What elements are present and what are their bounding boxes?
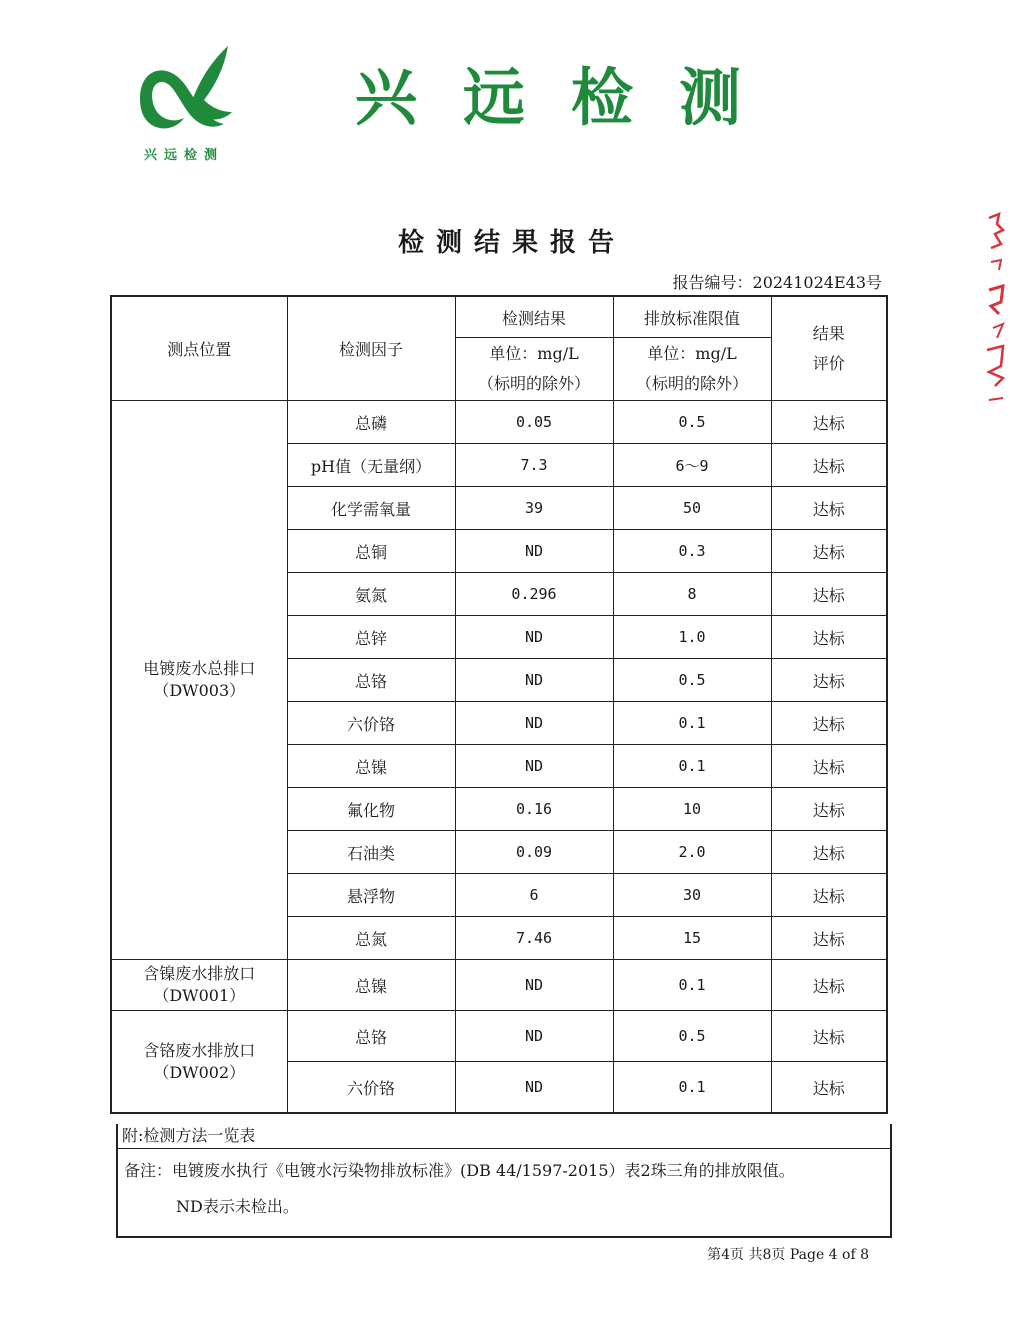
- evaluation-cell: 达标: [771, 616, 887, 659]
- result-cell: 6: [455, 874, 613, 917]
- result-cell: ND: [455, 960, 613, 1011]
- factor-cell: 六价铬: [287, 1062, 455, 1114]
- header-result: 检测结果: [455, 296, 613, 338]
- limit-cell: 0.1: [613, 960, 771, 1011]
- evaluation-cell: 达标: [771, 659, 887, 702]
- factor-cell: 化学需氧量: [287, 487, 455, 530]
- header-result-unit: 单位：mg/L （标明的除外）: [455, 338, 613, 401]
- evaluation-cell: 达标: [771, 1062, 887, 1114]
- factor-cell: 总铬: [287, 659, 455, 702]
- header-factor: 检测因子: [287, 296, 455, 401]
- factor-cell: 六价铬: [287, 702, 455, 745]
- result-cell: ND: [455, 702, 613, 745]
- table-row: [111, 960, 887, 1011]
- limit-cell: 10: [613, 788, 771, 831]
- limit-cell: 6～9: [613, 444, 771, 487]
- location-cell: 含铬废水排放口 （DW002）: [111, 1011, 287, 1114]
- company-name: 兴远检测: [355, 61, 788, 134]
- result-cell: 0.05: [455, 401, 613, 444]
- limit-cell: 0.1: [613, 702, 771, 745]
- report-number: 报告编号：20241024E43号: [672, 273, 882, 292]
- limit-cell: 50: [613, 487, 771, 530]
- result-cell: ND: [455, 745, 613, 788]
- limit-cell: 8: [613, 573, 771, 616]
- factor-cell: 石油类: [287, 831, 455, 874]
- result-cell: 39: [455, 487, 613, 530]
- factor-cell: 总锌: [287, 616, 455, 659]
- limit-cell: 0.1: [613, 1062, 771, 1114]
- evaluation-cell: 达标: [771, 917, 887, 960]
- evaluation-cell: 达标: [771, 745, 887, 788]
- factor-cell: 总铬: [287, 1011, 455, 1062]
- evaluation-cell: 达标: [771, 530, 887, 573]
- result-cell: 0.296: [455, 573, 613, 616]
- limit-cell: 0.5: [613, 659, 771, 702]
- result-cell: 0.09: [455, 831, 613, 874]
- factor-cell: 总铜: [287, 530, 455, 573]
- limit-cell: 0.1: [613, 745, 771, 788]
- location-cell: 电镀废水总排口 （DW003）: [111, 401, 287, 960]
- factor-cell: 总镍: [287, 960, 455, 1011]
- red-stamp-fragment: [985, 210, 1007, 405]
- evaluation-cell: 达标: [771, 874, 887, 917]
- company-logo: [128, 38, 240, 168]
- limit-cell: 15: [613, 917, 771, 960]
- header-evaluation: 结果 评价: [771, 296, 887, 401]
- table-row: [111, 401, 887, 444]
- results-table: [110, 295, 888, 1114]
- factor-cell: 悬浮物: [287, 874, 455, 917]
- result-cell: ND: [455, 616, 613, 659]
- limit-cell: 1.0: [613, 616, 771, 659]
- evaluation-cell: 达标: [771, 831, 887, 874]
- header-limit-unit: 单位：mg/L （标明的除外）: [613, 338, 771, 401]
- result-cell: 0.16: [455, 788, 613, 831]
- result-cell: ND: [455, 659, 613, 702]
- evaluation-cell: 达标: [771, 788, 887, 831]
- header-limit: 排放标准限值: [613, 296, 771, 338]
- notes-box: [116, 1124, 892, 1238]
- evaluation-cell: 达标: [771, 444, 887, 487]
- evaluation-cell: 达标: [771, 960, 887, 1011]
- result-cell: 7.46: [455, 917, 613, 960]
- limit-cell: 0.5: [613, 1011, 771, 1062]
- remark-note: 备注：电镀废水执行《电镀水污染物排放标准》(DB 44/1597-2015）表2珠三角的排放限值。: [124, 1161, 795, 1180]
- evaluation-cell: 达标: [771, 573, 887, 616]
- factor-cell: 总磷: [287, 401, 455, 444]
- limit-cell: 2.0: [613, 831, 771, 874]
- evaluation-cell: 达标: [771, 487, 887, 530]
- limit-cell: 0.5: [613, 401, 771, 444]
- factor-cell: pH值（无量纲）: [287, 444, 455, 487]
- factor-cell: 总氮: [287, 917, 455, 960]
- logo-fish-icon: [128, 38, 240, 142]
- location-cell: 含镍废水排放口 （DW001）: [111, 960, 287, 1011]
- table-row: [111, 1011, 887, 1062]
- result-cell: ND: [455, 1062, 613, 1114]
- nd-note: ND表示未检出。: [176, 1197, 299, 1216]
- factor-cell: 总镍: [287, 745, 455, 788]
- logo-caption: 兴远检测: [143, 148, 224, 163]
- evaluation-cell: 达标: [771, 702, 887, 745]
- appendix-note: 附:检测方法一览表: [118, 1124, 890, 1149]
- evaluation-cell: 达标: [771, 1011, 887, 1062]
- factor-cell: 氨氮: [287, 573, 455, 616]
- result-cell: ND: [455, 1011, 613, 1062]
- report-title: 检测结果报告: [397, 228, 626, 258]
- limit-cell: 0.3: [613, 530, 771, 573]
- limit-cell: 30: [613, 874, 771, 917]
- factor-cell: 氟化物: [287, 788, 455, 831]
- header-location: 测点位置: [111, 296, 287, 401]
- result-cell: ND: [455, 530, 613, 573]
- evaluation-cell: 达标: [771, 401, 887, 444]
- page-footer: 第4页 共8页 Page 4 of 8: [707, 1247, 869, 1263]
- result-cell: 7.3: [455, 444, 613, 487]
